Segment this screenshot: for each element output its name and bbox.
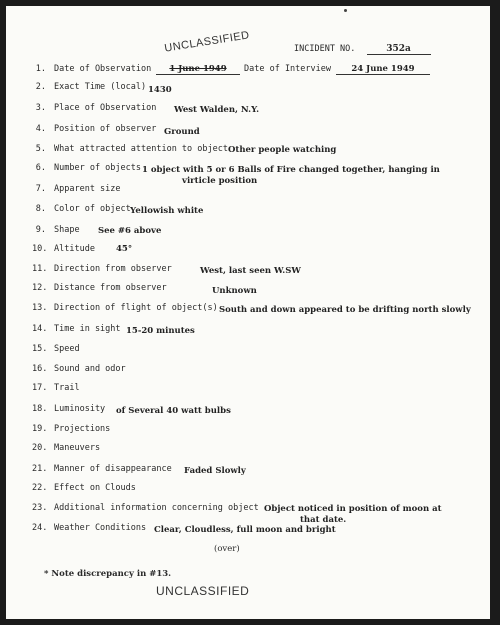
- item-number: 9.: [35, 225, 46, 235]
- item-number: 6.: [35, 163, 46, 173]
- incident-number: [294, 44, 431, 55]
- item-number: 3.: [35, 103, 46, 113]
- item-label: Time in sight: [54, 324, 121, 334]
- item-number: 16.: [32, 364, 48, 374]
- item-number: 11.: [32, 264, 48, 274]
- item-label: Exact Time (local): [54, 82, 147, 92]
- item-label: Manner of disappearance: [54, 464, 172, 474]
- over-label: (over): [214, 544, 240, 554]
- item-label: What attracted attention to object: [54, 144, 228, 154]
- item-label: Position of observer: [54, 124, 157, 134]
- incident-value: 352a: [367, 44, 431, 55]
- item-label: Apparent size: [54, 184, 121, 194]
- item-label: Maneuvers: [54, 443, 101, 453]
- item-label: Weather Conditions: [54, 523, 147, 533]
- item-number: 21.: [32, 464, 48, 474]
- item-number: 14.: [32, 324, 48, 334]
- item-label: Direction of flight of object(s): [54, 303, 218, 313]
- shape-value: See #6 above: [98, 226, 162, 236]
- item-number: 13.: [32, 303, 48, 313]
- item-number: 23.: [32, 503, 48, 513]
- item-number: 2.: [35, 82, 46, 92]
- distance-value: Unknown: [212, 286, 257, 296]
- interview-date-value: 24 June 1949: [336, 64, 430, 75]
- classification-stamp-bottom: UNCLASSIFIED: [156, 584, 250, 598]
- item-number: 18.: [32, 404, 48, 414]
- item-label: Place of Observation: [54, 103, 157, 113]
- item-label: Additional information concerning object: [54, 503, 259, 513]
- exact-time-value: 1430: [148, 85, 172, 95]
- position-value: Ground: [164, 127, 200, 137]
- item-label: Sound and odor: [54, 364, 126, 374]
- direction-value: West, last seen W.SW: [200, 266, 301, 276]
- item-number: 22.: [32, 483, 48, 493]
- classification-stamp-top: UNCLASSIFIED: [163, 29, 251, 55]
- disappearance-value: Faded Slowly: [184, 466, 246, 476]
- additional-info-value: Object noticed in position of moon at: [264, 504, 442, 514]
- interview-label: Date of Interview: [244, 64, 331, 74]
- item-label: Direction from observer: [54, 264, 172, 274]
- item-label: Number of objects: [54, 163, 141, 173]
- item-label: Speed: [54, 344, 80, 354]
- weather-value: Clear, Cloudless, full moon and bright: [154, 525, 336, 535]
- item-number: 12.: [32, 283, 48, 293]
- item-label: Color of object: [54, 204, 131, 214]
- item-number: 15.: [32, 344, 48, 354]
- item-number: 17.: [32, 383, 48, 393]
- report-page: [6, 6, 490, 619]
- item-label: Projections: [54, 424, 111, 434]
- item-label: Date of Observation: [54, 64, 152, 74]
- item-number: 10.: [32, 244, 48, 254]
- incident-label: INCIDENT NO.: [294, 44, 356, 54]
- item-label: Luminosity: [54, 404, 106, 414]
- speck: [344, 9, 347, 12]
- item-number: 8.: [35, 204, 46, 214]
- time-in-sight-value: 15-20 minutes: [126, 326, 195, 336]
- item-label: Distance from observer: [54, 283, 167, 293]
- discrepancy-note: * Note discrepancy in #13.: [44, 569, 172, 579]
- item-number: 19.: [32, 424, 48, 434]
- luminosity-value: of Several 40 watt bulbs: [116, 406, 231, 416]
- additional-info-value-continued: that date.: [300, 515, 347, 525]
- item-label: Altitude: [54, 244, 95, 254]
- item-number: 20.: [32, 443, 48, 453]
- objects-value: 1 object with 5 or 6 Balls of Fire changed together, hanging in: [142, 165, 440, 175]
- item-number: 7.: [35, 184, 46, 194]
- altitude-value: 45°: [116, 244, 133, 254]
- item-label: Shape: [54, 225, 80, 235]
- item-number: 5.: [35, 144, 46, 154]
- place-value: West Walden, N.Y.: [174, 105, 260, 115]
- flight-direction-value: South and down appeared to be drifting north slowly: [219, 305, 471, 315]
- item-label: Trail: [54, 383, 80, 393]
- item-number: 1.: [35, 64, 46, 74]
- item-number: 24.: [32, 523, 48, 533]
- item-number: 4.: [35, 124, 46, 134]
- item-label: Effect on Clouds: [54, 483, 136, 493]
- color-value: Yellowish white: [130, 206, 204, 216]
- observation-date-value: 1 June 1949: [156, 64, 240, 75]
- attention-value: Other people watching: [228, 145, 337, 155]
- objects-value-continued: virticle position: [182, 176, 258, 186]
